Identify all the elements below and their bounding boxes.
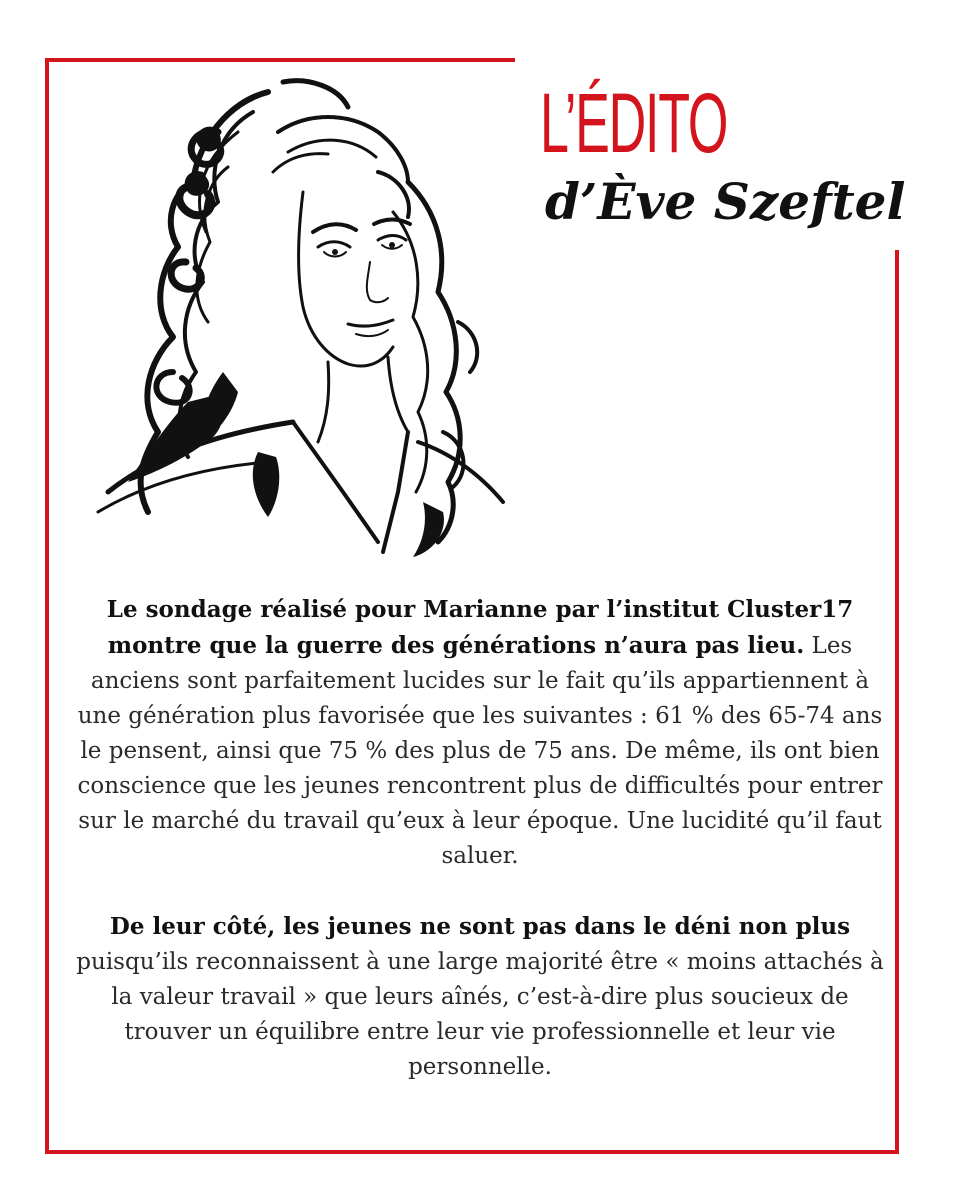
- woman-portrait-illustration-icon: [78, 72, 518, 562]
- paragraph-2: [70, 909, 890, 1085]
- paragraph-1-lead: Le sondage réalisé pour Marianne par l’institut Cluster17 montre que la guerre des générations n’aura pas lieu.: [106, 596, 854, 659]
- frame-bottom: [45, 1150, 899, 1154]
- frame-left: [45, 58, 49, 1154]
- paragraph-1-body: Les anciens sont parfaitement lucides sur le fait qu’ils appartiennent à une génération plus favorisée que les suivantes : 61 % des 65-74 ans le pensent, ainsi que 75 % des plus de 75 ans. De même, ils ont bien conscience que les jeunes rencontrent plus de difficultés pour entrer sur le marché du travail qu’eux à leur époque. Une lucidité qu’il faut saluer.: [77, 633, 883, 869]
- frame-right: [895, 250, 899, 1154]
- paragraph-2-lead: De leur côté, les jeunes ne sont pas dans le déni non plus: [109, 913, 851, 940]
- paragraph-2-body: puisqu’ils reconnaissent à une large majorité être « moins attachés à la valeur travail » que leurs aînés, c’est-à-dire plus soucieux de trouver un équilibre entre leur vie professionnelle et leur vie personnelle.: [76, 949, 884, 1080]
- paragraph-1: [70, 592, 890, 874]
- article-body: [70, 592, 890, 1085]
- edito-kicker: L’ÉDITO: [540, 76, 728, 170]
- author-byline: d’Ève Szeftel: [545, 172, 906, 231]
- frame-top: [45, 58, 515, 62]
